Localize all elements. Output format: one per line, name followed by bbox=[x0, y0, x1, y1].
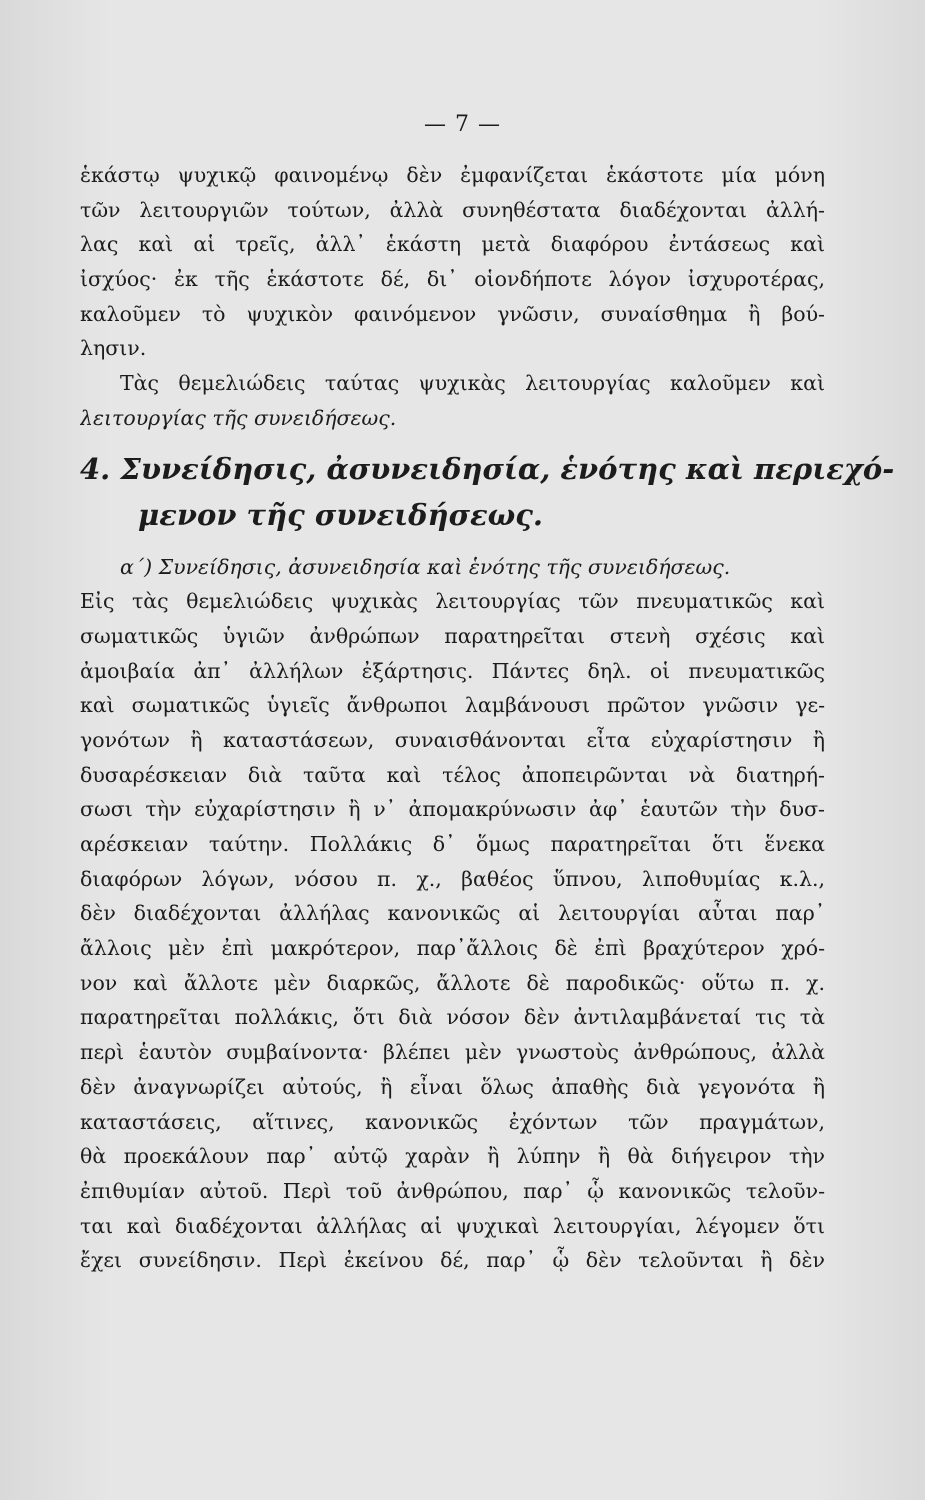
text-line: Εἰς τὰς θεμελιώδεις ψυχικὰς λειτουργίας τῶν πνευματικῶς καὶ bbox=[80, 589, 825, 614]
text-line: λειτουργίας τῆς συνειδήσεως. bbox=[80, 405, 397, 430]
text-line: καλοῦμεν τὸ ψυχικὸν φαινόμενον γνῶσιν, συναίσθημα ἢ βού- bbox=[80, 301, 825, 326]
text-line: νον καὶ ἄλλοτε μὲν διαρκῶς, ἄλλοτε δὲ παροδικῶς· οὕτω π. χ. bbox=[80, 970, 825, 995]
text-line: τῶν λειτουργιῶν τούτων, ἀλλὰ συνηθέστατα διαδέχονται ἀλλή- bbox=[80, 197, 825, 222]
text-line: διαφόρων λόγων, νόσου π. χ., βαθέος ὕπνου, λιποθυμίας κ.λ., bbox=[80, 866, 825, 891]
text-line: αρέσκειαν ταύτην. Πολλάκις δ᾽ ὅμως παρατηρεῖται ὅτι ἕνεκα bbox=[80, 832, 825, 856]
text-line: σωματικῶς ὑγιῶν ἀνθρώπων παρατηρεῖται στενὴ σχέσις καὶ bbox=[80, 623, 825, 648]
text-line: ἀμοιβαία ἀπ᾽ ἀλλήλων ἐξάρτησις. Πάντες δηλ. οἱ πνευματικῶς bbox=[80, 658, 825, 683]
text-line: δὲν διαδέχονται ἀλλήλας κανονικῶς αἱ λειτουργίαι αὗται παρ᾽ bbox=[80, 901, 825, 926]
text-line: παρατηρεῖται πολλάκις, ὅτι διὰ νόσον δὲν ἀντιλαμβάνεταί τις τὰ bbox=[80, 1005, 825, 1030]
section-heading-line: μενον τῆς συνειδήσεως. bbox=[138, 497, 543, 532]
text-line: λησιν. bbox=[80, 336, 147, 361]
section-heading bbox=[80, 446, 895, 538]
paragraph-2 bbox=[80, 366, 825, 435]
body-text bbox=[80, 158, 895, 1278]
text-line: ἰσχύος· ἐκ τῆς ἑκάστοτε δέ, δι᾽ οἱονδήποτε λόγον ἰσχυροτέρας, bbox=[80, 267, 825, 292]
paragraph-1 bbox=[80, 158, 825, 366]
text-line: ἄλλοις μὲν ἐπὶ μακρότερον, παρ᾽ἄλλοις δὲ ἐπὶ βραχύτερον χρό- bbox=[80, 936, 825, 961]
section-heading-line: 4. Συνείδησις, ἀσυνειδησία, ἑνότης καὶ περιεχό- bbox=[80, 451, 895, 486]
text-line: ἐπιθυμίαν αὐτοῦ. Περὶ τοῦ ἀνθρώπου, παρ᾽ ᾧ κανονικῶς τελοῦν- bbox=[80, 1178, 825, 1203]
page-number: — 7 — bbox=[424, 112, 501, 137]
text-line: καταστάσεις, αἵτινες, κανονικῶς ἐχόντων τῶν πραγμάτων, bbox=[80, 1109, 825, 1134]
paragraph-3 bbox=[80, 584, 825, 1278]
text-line: σωσι τὴν εὐχαρίστησιν ἢ ν᾽ ἀπομακρύνωσιν ἀφ᾽ ἑαυτῶν τὴν δυσ- bbox=[80, 797, 825, 822]
subsection-heading: α´) Συνείδησις, ἀσυνειδησία καὶ ἑνότης τῆς συνειδήσεως. bbox=[120, 554, 731, 579]
text-line: Τὰς θεμελιώδεις ταύτας ψυχικὰς λειτουργίας καλοῦμεν καὶ bbox=[120, 371, 825, 396]
text-line: ἔχει συνείδησιν. Περὶ ἐκείνου δέ, παρ᾽ ᾧ δὲν τελοῦνται ἢ δὲν bbox=[80, 1248, 825, 1273]
text-line: λας καὶ αἱ τρεῖς, ἀλλ᾽ ἑκάστη μετὰ διαφόρου ἐντάσεως καὶ bbox=[80, 232, 825, 257]
text-line: καὶ σωματικῶς ὑγιεῖς ἄνθρωποι λαμβάνουσι πρῶτον γνῶσιν γε- bbox=[80, 693, 825, 718]
text-line: ται καὶ διαδέχονται ἀλλήλας αἱ ψυχικαὶ λειτουργίαι, λέγομεν ὅτι bbox=[80, 1213, 825, 1238]
text-line: ἑκάστῳ ψυχικῷ φαινομένῳ δὲν ἐμφανίζεται ἑκάστοτε μία μόνη bbox=[80, 163, 825, 187]
text-line: γονότων ἢ καταστάσεων, συναισθάνονται εἶτα εὐχαρίστησιν ἢ bbox=[80, 727, 825, 752]
text-line: περὶ ἑαυτὸν συμβαίνοντα· βλέπει μὲν γνωστοὺς ἀνθρώπους, ἀλλὰ bbox=[80, 1040, 825, 1065]
text-line: δὲν ἀναγνωρίζει αὐτούς, ἢ εἶναι ὅλως ἀπαθὴς διὰ γεγονότα ἢ bbox=[80, 1074, 825, 1099]
text-line: δυσαρέσκειαν διὰ ταῦτα καὶ τέλος ἀποπειρῶνται νὰ διατηρή- bbox=[80, 762, 825, 787]
text-line: θὰ προεκάλουν παρ᾽ αὐτῷ χαρὰν ἢ λύπην ἢ θὰ διήγειρον τὴν bbox=[80, 1144, 825, 1169]
